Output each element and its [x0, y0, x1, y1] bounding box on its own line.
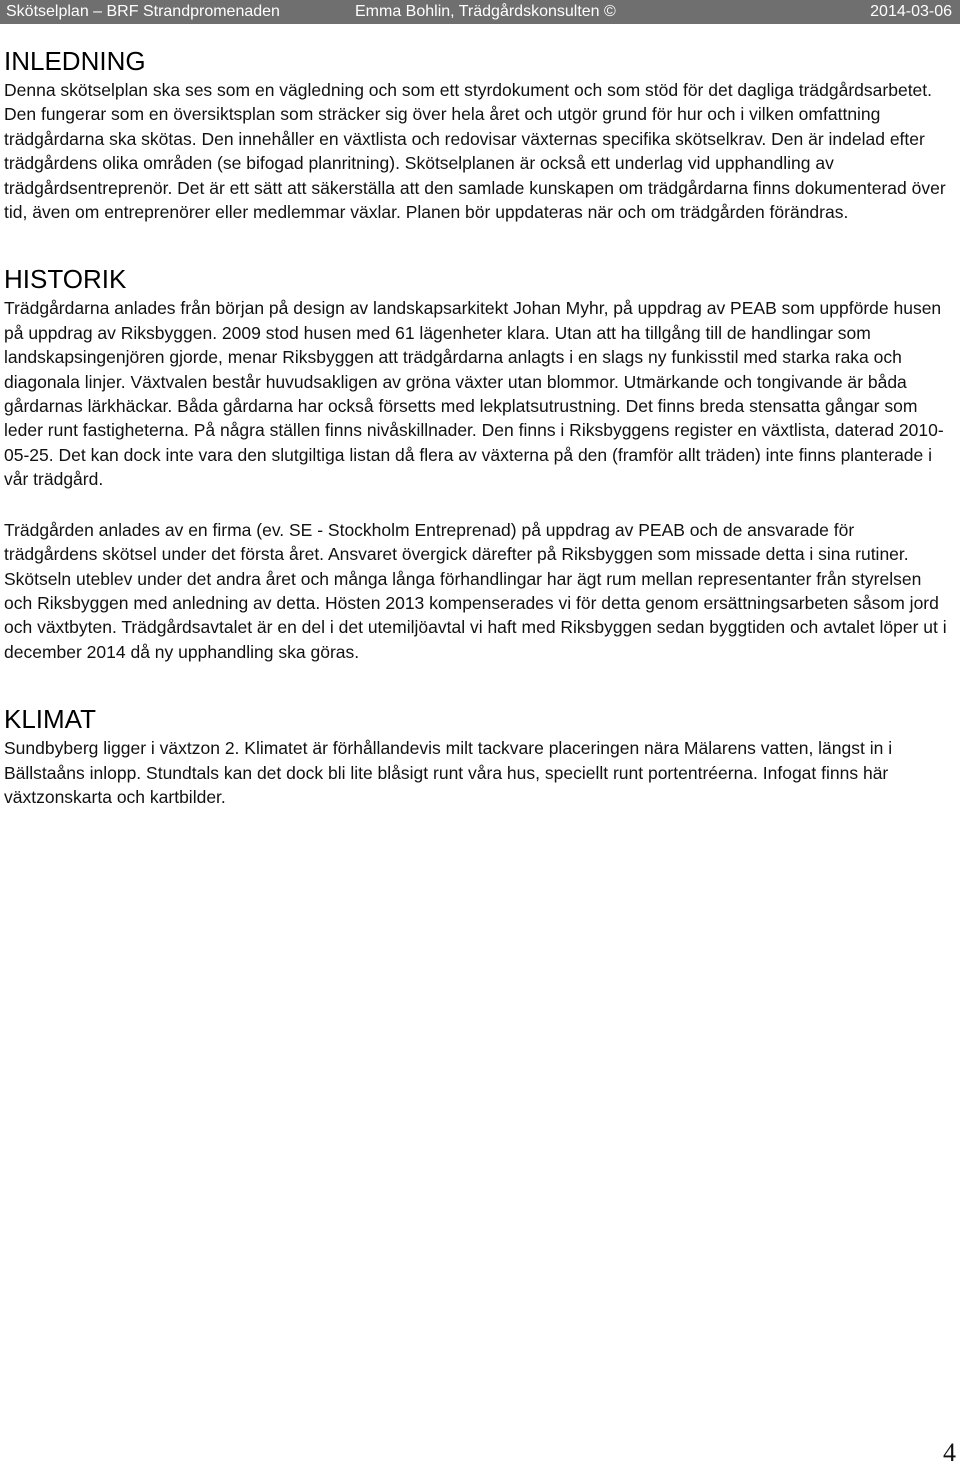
section-klimat [4, 702, 950, 809]
header-date: 2014-03-06 [870, 3, 952, 20]
paragraph-historik-1: Trädgårdarna anlades från början på design av landskapsarkitekt Johan Myhr, på uppdrag av PEAB som uppförde husen på uppdrag av Riksbyggen. 2009 stod husen med 61 lägenheter klara. Utan att ha tillgång till de handlingar som landskapsingenjören gjorde, menar Riksbyggen att trädgårdarna anlagts i en slags ny funkisstil med starka raka och diagonala linjer. Växtvalen består huvudsakligen av gröna växter utan blommor. Utmärkande och tongivande är båda gårdarnas lärkhäckar. Båda gårdarna har också försetts med lekplatsutrustning. Det finns breda stensatta gångar som leder runt fastigheterna. På några ställen finns nivåskillnader. Den finns i Riksbyggens register en växtlista, daterad 2010-05-25. Det kan dock inte vara den slutgiltiga listan då flera av växterna på den (framför allt träden) inte finns planterade i vår trädgård. [4, 298, 944, 490]
page-header [0, 0, 960, 24]
section-heading-historik: HISTORIK [4, 264, 127, 295]
header-author: Emma Bohlin, Trädgårdskonsulten © [355, 3, 616, 20]
section-heading-inledning: INLEDNING [4, 46, 146, 76]
paragraph-klimat-1: Sundbyberg ligger i växtzon 2. Klimatet är förhållandevis milt tackvare placeringen nära Mälarens vatten, längst in i Bällstaåns inlopp. Stundtals kan det dock bli lite blåsigt runt våra hus, speciellt runt portentréerna. Infogat finns här växtzonskarta och kartbilder. [4, 738, 893, 807]
section-historik [4, 262, 950, 664]
paragraph-historik-2: Trädgården anlades av en firma (ev. SE - Stockholm Entreprenad) på uppdrag av PEAB och de ansvarade för trädgårdens skötsel under det första året. Ansvaret övergick därefter på Riksbyggen som missade detta i sina rutiner. Skötseln uteblev under det andra året och många långa förhandlingar har ägt rum mellan representanter från styrelsen och Riksbyggen med anledning av detta. Hösten 2013 kompenserades vi för detta genom ersättningsarbeten såsom jord och växtbyten. Trädgårdsavtalet är en del i det utemiljöavtal vi haft med Riksbyggen sedan byggtiden och avtalet löper ut i december 2014 då ny upphandling ska göras. [4, 519, 947, 662]
section-spacer [4, 224, 950, 262]
section-spacer [4, 664, 950, 702]
paragraph-inledning-1: Denna skötselplan ska ses som en vägledning och som ett styrdokument och som stöd för det dagliga trädgårdsarbetet. Den fungerar som en översiktsplan som sträcker sig över hela året och utgör grund för hur och i vilken omfattning trädgårdarna ska skötas. Den innehåller en växtlista och redovisar växternas specifika skötselkrav. Den är indelad efter trädgårdens olika områden (se bifogad planritning). Skötselplanen är också ett underlag vid upphandling av trädgårdsentreprenör. Det är ett sätt att säkerställa att den samlade kunskapen om trädgårdarna finns dokumenterad över tid, även om entreprenörer eller medlemmar växlar. Planen bör uppdateras när och om trädgården förändras. [4, 80, 946, 223]
document-body [4, 44, 950, 809]
section-heading-klimat: KLIMAT [4, 704, 96, 735]
page-number: 4 [943, 1438, 956, 1467]
section-inledning [4, 44, 950, 224]
header-document-title: Skötselplan – BRF Strandpromenaden [6, 3, 280, 20]
paragraph-spacer [4, 492, 950, 518]
